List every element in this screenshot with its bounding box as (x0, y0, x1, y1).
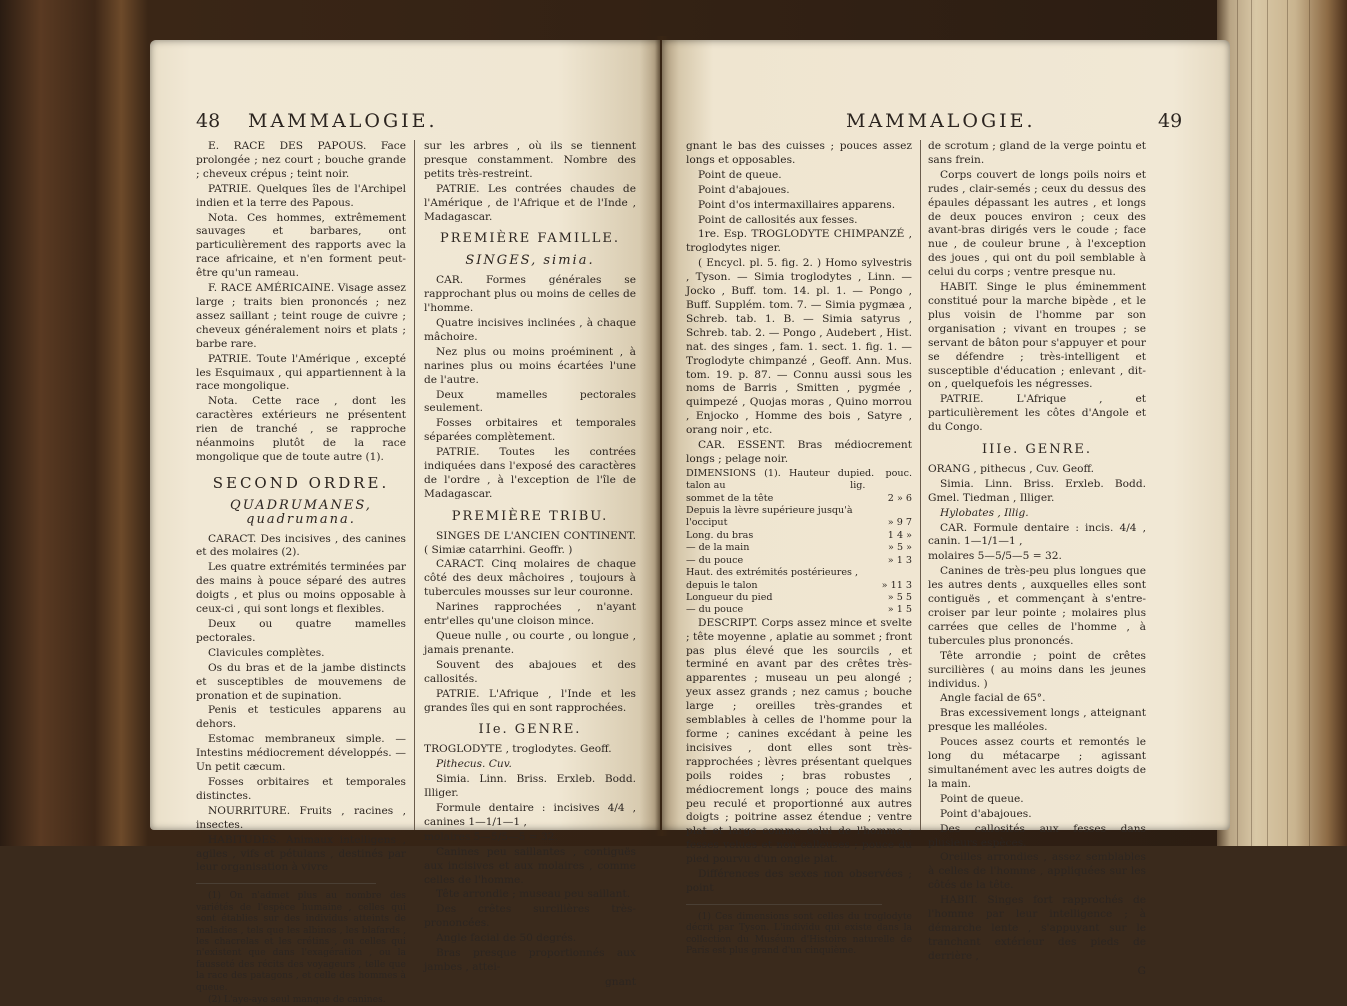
paragraph: Point d'abajoues. (940, 807, 1032, 820)
paragraph: Penis et testicules apparens au dehors. (196, 704, 406, 731)
running-head: MAMMALOGIE. (248, 110, 438, 132)
paragraph: Point de queue. (698, 168, 782, 181)
dimension-label: — du pouce (686, 604, 744, 616)
formula: CAR. Formule dentaire : incis. 4/4 , canin. 1—1/1—1 , (928, 521, 1146, 548)
paragraph: CAR. ESSENT. Bras médiocrement longs ; pelage noir. (686, 439, 912, 465)
right-column-1 (686, 140, 912, 957)
paragraph: Hylobates , Illig. (940, 506, 1029, 519)
dimension-value: » (896, 492, 903, 504)
paragraph: Point d'os intermaxillaires apparens. (698, 198, 896, 211)
unit-label: lig. (850, 480, 866, 492)
dimension-label: depuis le talon (686, 579, 758, 591)
paragraph: Simia. Linn. Briss. Erxleb. Bodd. Gmel. Tiedman , Illiger. (928, 477, 1146, 504)
right-page (662, 40, 1230, 977)
paragraph: Bras presque proportionnés aux jambes , attei- (424, 947, 636, 973)
dimension-label: Haut. des extrémités postérieures , (686, 567, 859, 579)
paragraph: Souvent des abajoues et des callosités. (424, 658, 636, 685)
dimension-value: » (906, 529, 912, 541)
running-head: MAMMALOGIE. (846, 110, 1036, 132)
page-number: 48 (196, 110, 221, 132)
paragraph: ( Encycl. pl. 5. fig. 2. ) Homo sylvestris , Tyson. — Simia troglodytes , Linn. — Jocko , Buff. tom. 14. pl. 1. — Pongo , Buff. Supplém. tom. 7. — Simia pygmæa , Schreb. tab. 1. B. — Simia satyrus , Schreb. tab. 2. — Pongo , Audebert , Hist. nat. des singes , fam. 1. sect. 1. fig. 1. — Troglodyte chimpanzé , Geoff. Ann. Mus. tom. 19. p. 87. — Connu aussi sous les noms de Barris , Smitten , pygmée , quimpezé , Quojas moras , Quino morrou , Enjocko , Homme des bois , Satyre , orang noir , etc. (686, 257, 912, 437)
paragraph: CAR. Formes générales se rapprochant plus ou moins de celles de l'homme. (424, 274, 636, 315)
paragraph: Différences des sexes non observées ; point (686, 868, 912, 894)
paragraph: Deux ou quatre mamelles pectorales. (196, 618, 406, 644)
paragraph: F. RACE AMÉRICAINE. Visage assez large ; traits bien prononcés ; nez assez saillant ; teint rouge de cuivre ; cheveux généralement noirs et plats ; barbe rare. (196, 282, 406, 350)
dimension-row (686, 505, 912, 517)
dimension-value: 7 (905, 517, 912, 529)
dimension-label: Long. du bras (686, 529, 754, 541)
dimensions-header (686, 468, 912, 493)
unit-label: pied. (850, 467, 875, 479)
dimension-label: — du pouce (686, 554, 744, 566)
column-divider (920, 140, 921, 830)
dimension-value: 5 (896, 542, 904, 554)
paragraph: TROGLODYTE , troglodytes. Geoff. (424, 743, 612, 756)
book-page-edges (1217, 0, 1347, 846)
dimension-value: » (887, 517, 894, 529)
paragraph: Bras excessivement longs , atteignant presque les malléoles. (928, 707, 1146, 734)
paragraph: Fosses orbitaires et temporales distinctes. (196, 775, 406, 802)
paragraph: PATRIE. L'Afrique , et particulièrement les côtes d'Angole et du Congo. (928, 393, 1146, 434)
column-divider (414, 140, 415, 830)
formula: molaires 5—5/5—5 = 32. (928, 550, 1062, 563)
footnote-rule (196, 883, 376, 884)
paragraph: Pouces assez courts et remontés le long du métacarpe ; agissant simultanément avec les autres doigts de la main. (928, 736, 1146, 790)
paragraph: Les quatre extrémités terminées par des mains à pouce séparé des autres doigts , et plus ou moins opposable à ceux-ci , qui sont longs et flexibles. (196, 561, 406, 616)
dimension-value: » (887, 591, 894, 603)
dimension-row (686, 604, 912, 616)
dimension-label: l'occiput (686, 517, 728, 529)
dimension-row (686, 580, 912, 592)
paragraph: Oreilles arrondies , assez semblables à celles de l'homme , appliquées sur les côtés de la tête. (928, 851, 1146, 892)
genus-heading: IIIe. GENRE. (981, 442, 1093, 458)
dimension-value: 1 (887, 529, 894, 541)
section-heading: SECOND ORDRE. (212, 473, 390, 492)
paragraph: Angle facial de 65°. (940, 692, 1046, 705)
catchword: gnant (604, 975, 636, 988)
paragraph: ORANG , pithecus , Cuv. Geoff. (928, 462, 1094, 475)
dimension-row (686, 530, 912, 542)
paragraph: Point de queue. (940, 792, 1024, 805)
unit-label: pouc. (885, 467, 912, 479)
left-column-1 (196, 140, 406, 1006)
paragraph: HABIT. Singe le plus éminemment constitué pour la marche bipède , et le plus voisin de l'homme par son organisation ; vivant en troupes ; se servant de bâton pour s'appuyer et pour se défendre ; très-intelligent et susceptible d'éducation ; enlevant , dit-on , quelquefois les négresses. (928, 281, 1146, 391)
paragraph: NOURRITURE. Fruits , racines , insectes. (196, 804, 406, 831)
left-page (150, 40, 660, 1005)
left-column-2 (424, 140, 636, 991)
right-column-2 (928, 140, 1146, 980)
dimension-value: 1 (896, 554, 903, 566)
dimension-value: » (888, 542, 894, 554)
paragraph: Des callosités aux fesses dans plusieurs espèces. (928, 822, 1146, 849)
formula: Formule dentaire : incisives 4/4 , canines 1—1/1—1 , (424, 801, 636, 828)
paragraph: PATRIE. Quelques îles de l'Archipel indien et la terre des Papous. (196, 182, 406, 209)
paragraph: Estomac membraneux simple. — Intestins médiocrement développés. — Un petit cæcum. (196, 733, 406, 774)
dimension-row (686, 592, 912, 604)
dimension-value: 1 (896, 604, 903, 616)
dimension-row (686, 542, 912, 554)
paragraph: CARACT. Des incisives , des canines et des molaires (2). (196, 532, 406, 559)
paragraph: Tête arrondie ; museau peu saillant. (436, 888, 631, 901)
dimension-value: 3 (905, 579, 912, 591)
paragraph: Queue nulle , ou courte , ou longue , jamais prenante. (424, 630, 636, 656)
dimension-value: 5 (896, 591, 903, 603)
dimension-label: Longueur du pied (686, 591, 773, 603)
paragraph: gnant le bas des cuisses ; pouces assez longs et opposables. (686, 140, 912, 166)
dimension-row (686, 555, 912, 567)
paragraph: Fosses orbitaires et temporales séparées complètement. (424, 417, 636, 444)
paragraph: Point de callosités aux fesses. (698, 213, 858, 226)
paragraph: 1re. Esp. TROGLODYTE CHIMPANZÉ , troglodytes niger. (686, 228, 912, 255)
dimension-label: — de la main (686, 542, 750, 554)
footnote: (2) L'aye-aye seul manque de canines. (208, 993, 386, 1005)
genus-heading: IIe. GENRE. (478, 722, 582, 738)
dimension-value: 4 (896, 529, 904, 541)
dimension-row (686, 493, 912, 505)
paragraph: PATRIE. Les contrées chaudes de l'Amérique , de l'Afrique et de l'Inde , Madagascar. (424, 182, 636, 223)
paragraph: PATRIE. Toutes les contrées indiquées dans l'exposé des caractères de l'ordre , à l'exception de l'île de Madagascar. (424, 446, 636, 500)
paragraph: Clavicules complètes. (208, 646, 325, 659)
paragraph: Tête arrondie ; point de crêtes surcilières ( au moins dans les jeunes individus. ) (928, 649, 1146, 690)
paragraph: Des crêtes surcilières très-prononcées. (424, 903, 636, 930)
footnote: (1) On n'admet plus au nombre des variétés de l'espèce humaine , celles qui sont établies sur des individus atteints de maladies , tels que les albinos , les blafards , les chacrelas et les crétins , ou celles qui n'existent que dans l'exagération , ou la fausseté des récits des voyageurs , telle que la race des patagons , et celle des hommes à queue. (196, 890, 406, 993)
paragraph: Canines de très-peu plus longues que les autres dents , auxquelles elles sont contiguës , et commençant à s'entre-croiser par leur pointe ; molaires plus carrées que celles de l'homme , à tubercules plus prononcés. (928, 565, 1146, 647)
dimension-value: 2 (887, 492, 894, 504)
dimension-row (686, 567, 912, 579)
dimension-value: » (887, 554, 894, 566)
paragraph: Narines rapprochées , n'ayant entr'elles qu'une cloison mince. (424, 601, 636, 628)
formula: molaires 5—5/5—5 = 32. (424, 830, 558, 843)
paragraph: de scrotum ; gland de la verge pointu et sans frein. (928, 140, 1146, 166)
paragraph: HABITUDES. Animaux intelligens , agiles , vifs et pétulans , destinés par leur organisation à vivre (196, 833, 406, 874)
paragraph: PATRIE. L'Afrique , l'Inde et les grandes îles qui en sont rapprochées. (424, 687, 636, 714)
paragraph: Simia. Linn. Briss. Erxleb. Bodd. Illiger. (424, 773, 636, 800)
paragraph: HABIT. Singes fort rapprochés de l'homme par leur intelligence ; à démarche lente , s'appuyant sur le tranchant extérieur des pieds de derrière , (928, 894, 1146, 962)
dimension-value: 9 (896, 517, 903, 529)
tribe-heading: PREMIÈRE TRIBU. (451, 508, 609, 524)
dimensions-title: DIMENSIONS (1). Hauteur du talon au (686, 467, 851, 492)
dimension-value: » (881, 579, 888, 591)
dimension-value: 5 (905, 604, 912, 616)
paragraph: PATRIE. Toute l'Amérique , excepté les Esquimaux , qui appartiennent à la race mongolique. (196, 352, 406, 393)
paragraph: DESCRIPT. Corps assez mince et svelte ; tête moyenne , aplatie au sommet ; front pas plus élevé que les sourcils , et terminé en avant par des crêtes très-apparentes ; museau un peu alongé ; yeux assez grands ; nez camus ; bouche large ; oreilles très-grandes et semblables à celles de l'homme pour la forme ; canines excédant à peine les incisives , dont elles sont très-rapprochées ; lèvres présentant quelques poils roides ; bras robustes , médiocrement longs ; pouce des mains peu reculé et proportionné aux autres doigts ; poitrine assez étendue ; ventre plat et large comme celui de l'homme ; fesses velues et non calleuses ; pouce du pied pourvu d'un ongle plat. (686, 616, 912, 866)
paragraph: CARACT. Cinq molaires de chaque côté des deux mâchoires , toujours à tubercules mousses sur leur couronne. (424, 558, 636, 599)
paragraph: Nez plus ou moins proéminent , à narines plus ou moins écartées l'une de l'autre. (424, 345, 636, 386)
order-title: QUADRUMANES, quadrumana. (230, 497, 372, 527)
dimension-value: » (906, 542, 912, 554)
paragraph: Pithecus. Cuv. (436, 758, 512, 771)
dimension-value: » (887, 604, 894, 616)
paragraph: Point d'abajoues. (698, 183, 790, 196)
dimension-label: Depuis la lèvre supérieure jusqu'à (686, 505, 853, 517)
paragraph: Angle facial de 50 degrés. (436, 932, 577, 945)
paragraph: Canines peu saillantes , contiguës aux incisives et aux molaires , comme celles de l'homme. (424, 845, 636, 886)
paragraph: E. RACE DES PAPOUS. Face prolongée ; nez court ; bouche grande ; cheveux crépus ; teint noir. (196, 140, 406, 180)
paragraph: Quatre incisives inclinées , à chaque mâchoire. (424, 316, 636, 343)
dimension-row (686, 517, 912, 529)
footnote: (1) Ces dimensions sont celles du troglodyte décrit par Tyson. L'individu qui existe dans la collection du Muséum d'Histoire naturelle de Paris est plus grand d'un cinquième. (686, 910, 912, 957)
dimension-value: 5 (905, 591, 912, 603)
page-number: 49 (1158, 110, 1183, 132)
paragraph: Nota. Ces hommes, extrêmement sauvages et barbares, ont particulièrement des rapports avec la race africaine, et n'en forment peut-être qu'un rameau. (196, 211, 406, 280)
paragraph: Corps couvert de longs poils noirs et rudes , clair-semés ; ceux du dessus des épaules dépassant les autres , et longs de deux pouces environ ; ceux des avant-bras dirigés vers le coude ; face nue , de couleur brune , à l'exception des joues , qui ont du poil semblable à celui du corps ; ventre presque nu. (928, 168, 1146, 279)
paragraph: sur les arbres , où ils se tiennent presque constamment. Nombre des petits très-restreint. (424, 140, 636, 180)
dimension-value: 11 (890, 579, 903, 591)
family-heading: PREMIÈRE FAMILLE. (440, 231, 620, 247)
paragraph: Nota. Cette race , dont les caractères extérieurs ne présentent rien de tranché , se rapproche néanmoins plutôt de la race mongolique que de toute autre (1). (196, 395, 406, 463)
dimension-label: sommet de la tête (686, 492, 774, 504)
footnote-rule (686, 904, 882, 905)
paragraph: Deux mamelles pectorales seulement. (424, 388, 636, 415)
dimension-value: 6 (905, 492, 912, 504)
dimensions-table (686, 468, 912, 617)
paragraph: Os du bras et de la jambe distincts et susceptibles de mouvemens de pronation et de supination. (196, 661, 406, 702)
signature-mark: G (1137, 964, 1146, 977)
dimension-value: 3 (905, 554, 912, 566)
paragraph: SINGES DE L'ANCIEN CONTINENT. ( Simiæ catarrhini. Geoffr. ) (424, 529, 636, 556)
family-title: SINGES, simia. (465, 253, 595, 269)
